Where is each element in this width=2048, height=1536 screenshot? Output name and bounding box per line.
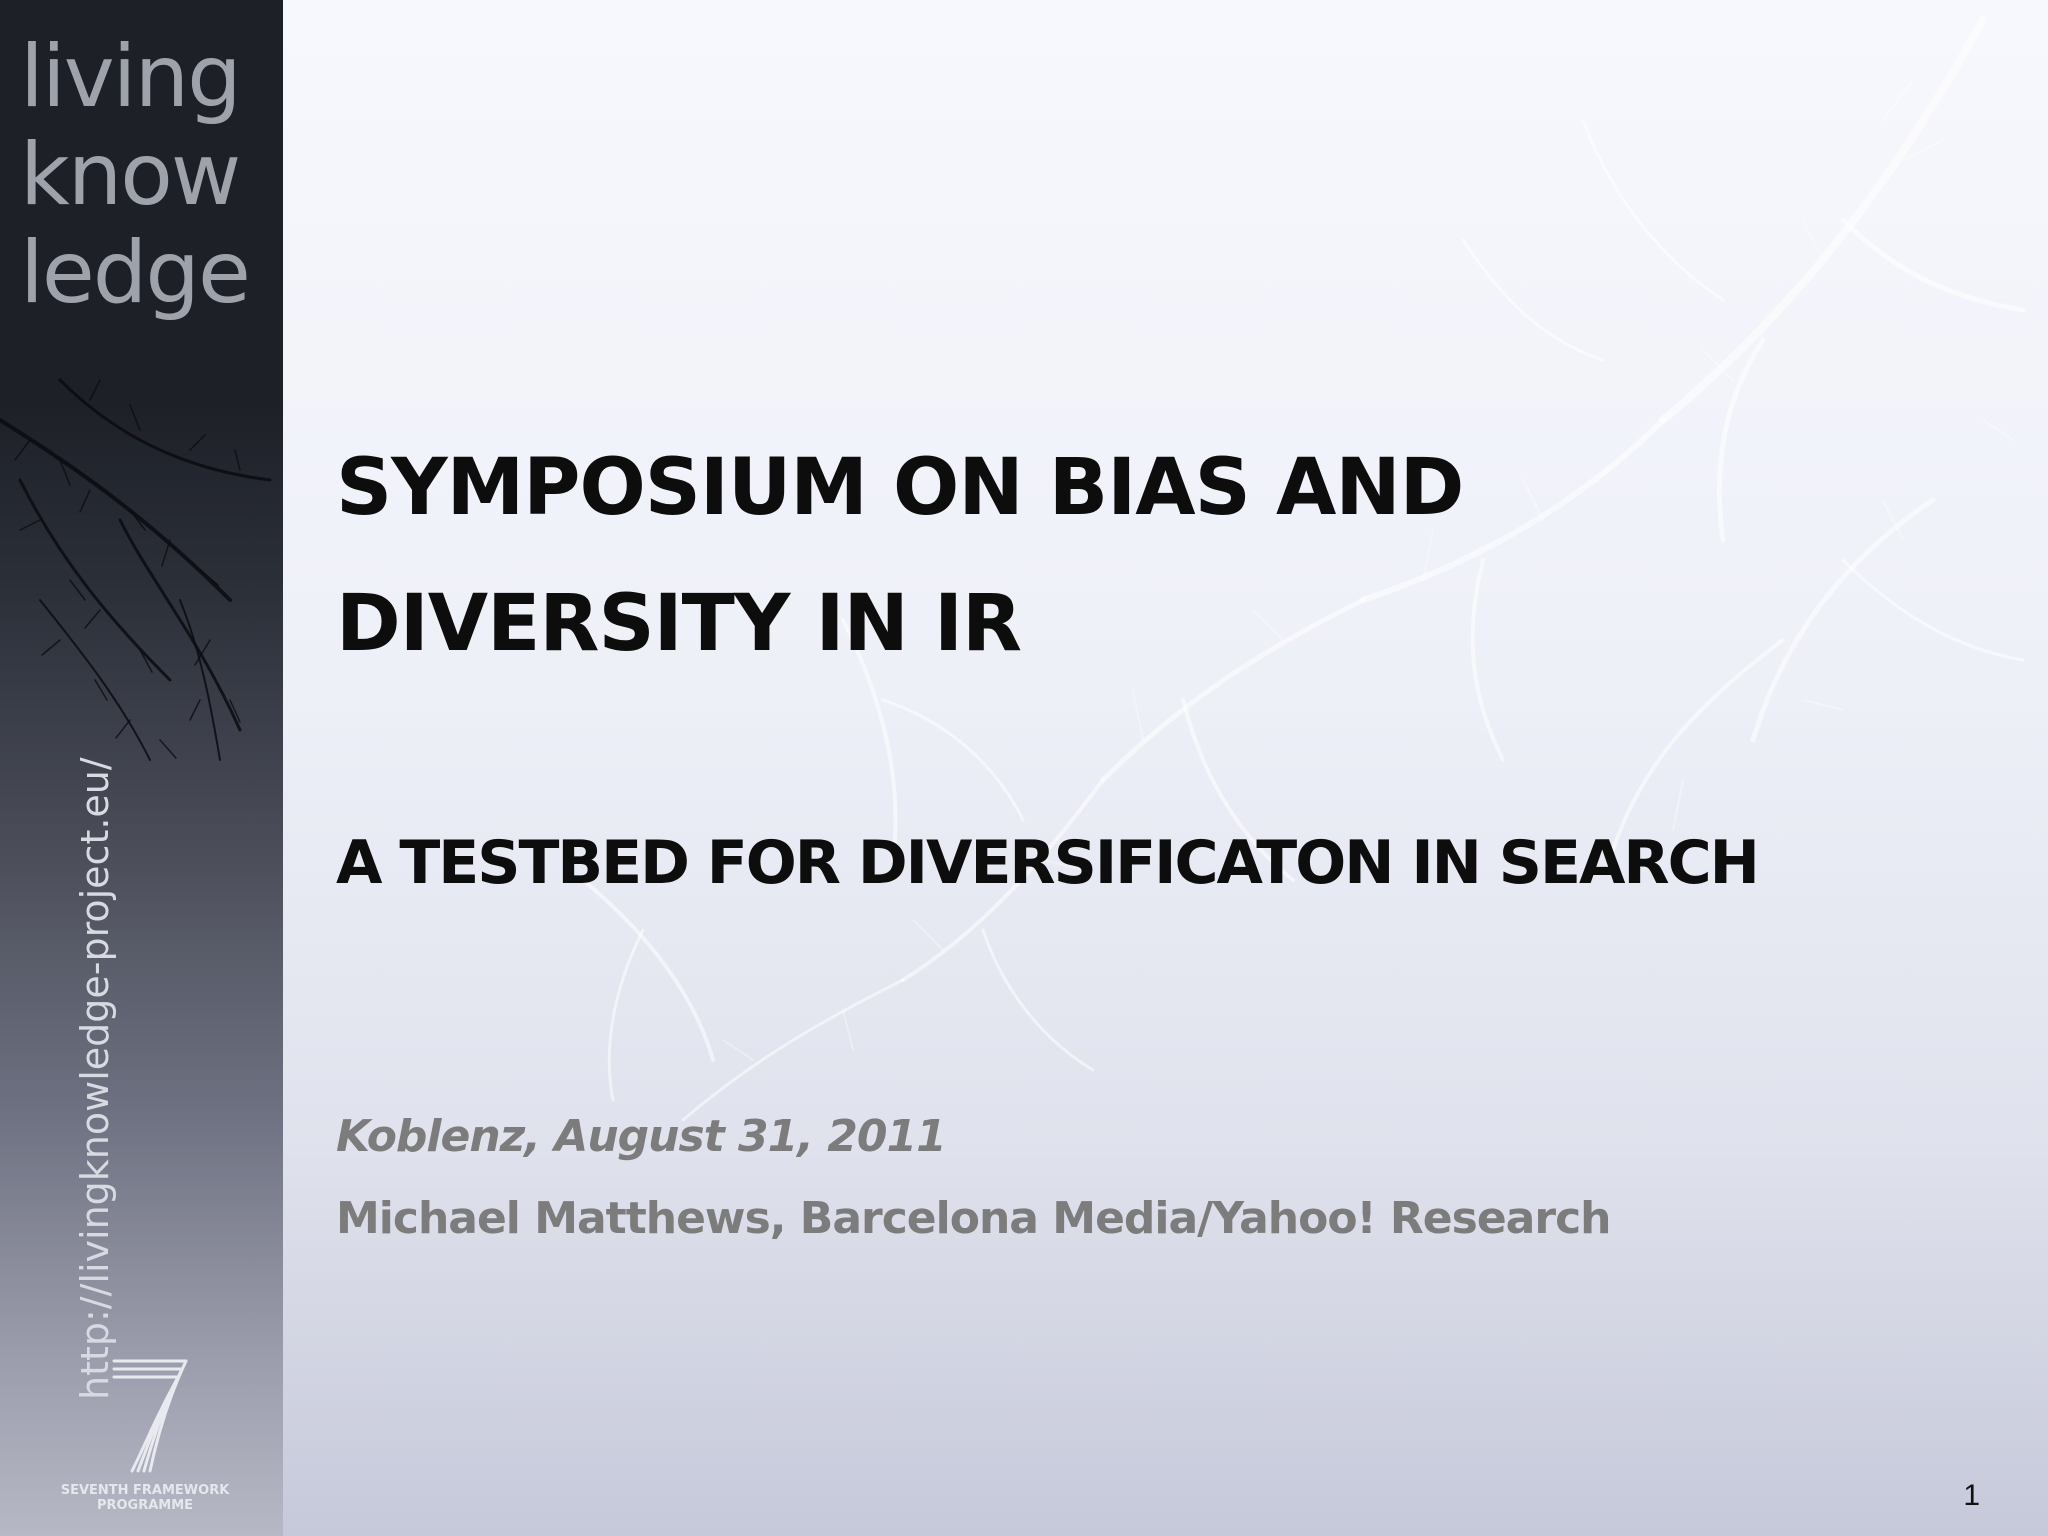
slide-background bbox=[283, 0, 2048, 1536]
slide-title bbox=[336, 420, 1936, 692]
fp7-label-line-1: SEVENTH FRAMEWORK bbox=[60, 1483, 230, 1498]
event-date: Koblenz, August 31, 2011 bbox=[336, 1111, 946, 1162]
brand-line-3: ledge bbox=[20, 223, 249, 323]
slide-subtitle: A TESTBED FOR DIVERSIFICATON IN SEARCH bbox=[336, 828, 1758, 898]
title-line-2: DIVERSITY IN IR bbox=[336, 579, 1022, 669]
page-number: 1 bbox=[1963, 1479, 1980, 1512]
title-line-1: SYMPOSIUM ON BIAS AND bbox=[336, 443, 1464, 533]
brand-line-1: living bbox=[20, 27, 240, 127]
living-knowledge-logo bbox=[20, 28, 270, 322]
author-line: Michael Matthews, Barcelona Media/Yahoo! Research bbox=[336, 1193, 1611, 1244]
fp7-logo bbox=[50, 1355, 240, 1515]
brand-line-2: know bbox=[20, 125, 240, 225]
sidebar bbox=[0, 0, 283, 1536]
project-url: http://livingknowledge-project.eu/ bbox=[73, 757, 117, 1400]
fp7-label-line-2: PROGRAMME bbox=[96, 1498, 194, 1513]
fp7-label bbox=[50, 1483, 240, 1513]
branch-texture-decoration bbox=[283, 0, 2048, 1536]
seven-icon bbox=[110, 1355, 190, 1475]
